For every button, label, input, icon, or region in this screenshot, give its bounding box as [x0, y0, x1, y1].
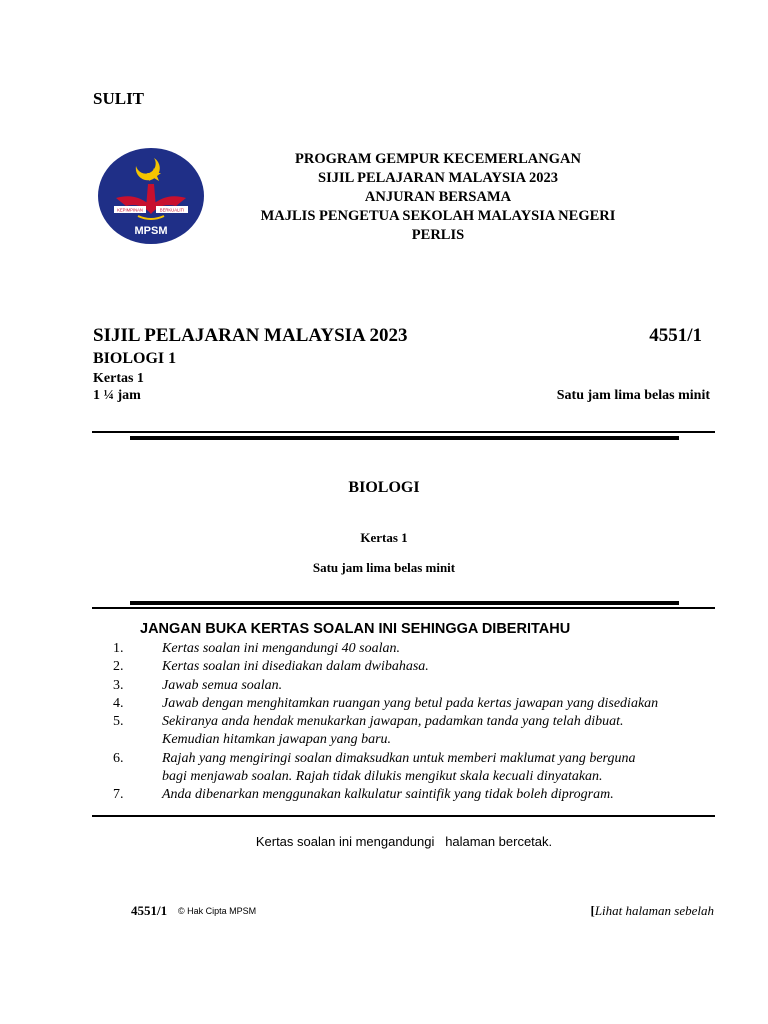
instruction-text: Jawab semua soalan.: [162, 677, 283, 693]
svg-text:MPSM: MPSM: [134, 225, 168, 237]
instruction-number: 7.: [113, 787, 124, 803]
instruction-number: 5.: [113, 714, 124, 730]
instruction-item: [113, 750, 713, 768]
warning-heading: JANGAN BUKA KERTAS SOALAN INI SEHINGGA DIBERITAHU: [140, 621, 571, 637]
footer-paper-code: 4551/1: [131, 903, 168, 918]
instruction-item: [113, 640, 713, 658]
instruction-number: 3.: [113, 677, 124, 693]
header-line: SIJIL PELAJARAN MALAYSIA 2023: [318, 170, 558, 186]
header-line: PROGRAM GEMPUR KECEMERLANGAN: [295, 151, 581, 167]
instruction-number: 2.: [113, 659, 124, 675]
classification-label: SULIT: [93, 89, 145, 108]
instruction-continuation: bagi menjawab soalan. Rajah tidak dilukis mengikut skala kecuali dinyatakan.: [162, 769, 603, 785]
subject-title: BIOLOGI 1: [93, 350, 177, 367]
center-paper: Kertas 1: [360, 530, 408, 545]
footer-bracket: [: [590, 903, 595, 918]
exam-title: SIJIL PELAJARAN MALAYSIA 2023: [93, 325, 408, 346]
duration-words: Satu jam lima belas minit: [556, 388, 710, 403]
footer-next-text: Lihat halaman sebelah: [594, 903, 714, 918]
divider: [92, 431, 715, 433]
instruction-text: Rajah yang mengiringi soalan dimaksudkan untuk memberi maklumat yang berguna: [162, 750, 636, 766]
svg-text:BERKUALITI: BERKUALITI: [159, 207, 185, 213]
pages-note: Kertas soalan ini mengandungi halaman bercetak.: [255, 834, 553, 849]
divider: [92, 607, 715, 609]
divider: [130, 436, 679, 440]
instruction-text: Kertas soalan ini mengandungi 40 soalan.: [162, 641, 401, 656]
footer-copyright: © Hak Cipta MPSM: [178, 906, 257, 916]
instruction-number: 4.: [113, 695, 124, 711]
instruction-item: [113, 713, 713, 731]
instruction-text: Anda dibenarkan menggunakan kalkulatur saintifik yang tidak boleh diprogram.: [162, 787, 614, 803]
paper-number: Kertas 1: [93, 371, 144, 386]
instruction-item: [113, 658, 713, 676]
center-subject: BIOLOGI: [348, 479, 420, 496]
mpsm-logo: [96, 146, 206, 246]
center-duration: Satu jam lima belas minit: [312, 560, 456, 575]
instruction-item: [113, 695, 713, 713]
header-organisers: [200, 150, 676, 245]
paper-code: 4551/1: [649, 325, 702, 346]
duration: 1 ¼ jam: [93, 388, 141, 403]
instructions-list: [113, 640, 713, 805]
header-line: ANJURAN BERSAMA: [364, 189, 512, 205]
instruction-number: 6.: [113, 750, 124, 766]
instruction-item: [113, 786, 713, 804]
header-line: MAJLIS PENGETUA SEKOLAH MALAYSIA NEGERI: [260, 208, 616, 224]
instruction-continuation: Kemudian hitamkan jawapan yang baru.: [162, 732, 392, 748]
instruction-text: Kertas soalan ini disediakan dalam dwibahasa.: [162, 659, 429, 675]
instruction-item: [113, 677, 713, 695]
instruction-text: Jawab dengan menghitamkan ruangan yang betul pada kertas jawapan yang disediakan: [162, 695, 659, 711]
instruction-number: 1.: [113, 641, 124, 656]
divider: [130, 601, 679, 605]
svg-text:KEPIMPINAN: KEPIMPINAN: [117, 207, 143, 213]
instruction-text: Sekiranya anda hendak menukarkan jawapan, padamkan tanda yang telah dibuat.: [162, 714, 624, 730]
footer-next-page: [590, 903, 714, 919]
divider: [92, 815, 715, 817]
header-line: PERLIS: [411, 227, 465, 243]
